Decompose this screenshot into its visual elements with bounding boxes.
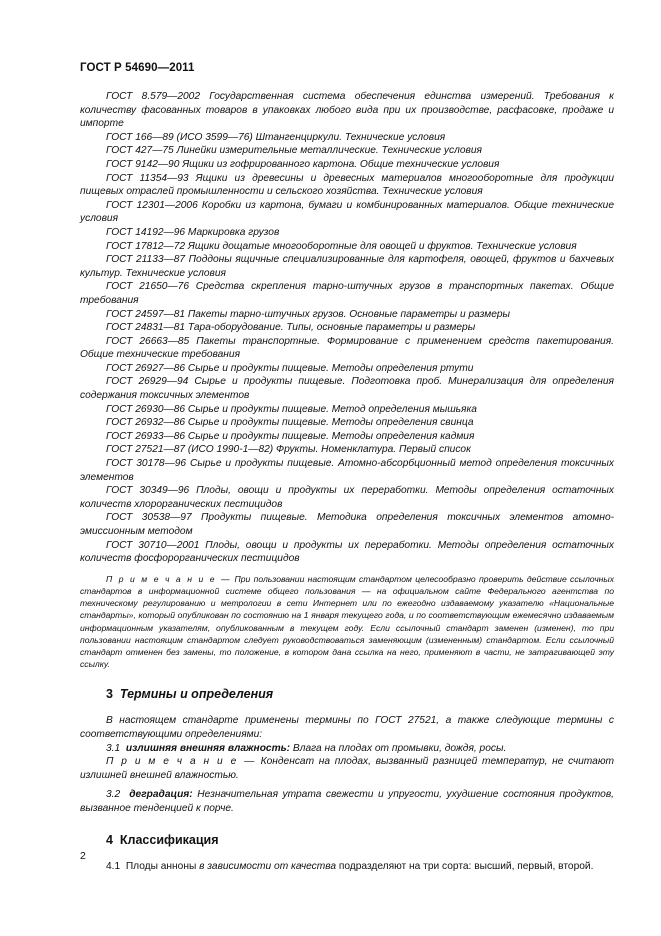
clause-text-start: Плоды анноны: [125, 860, 197, 872]
reference-item: ГОСТ 21650—76 Средства скрепления тарно-штучных грузов в транспортных пакетах. Общие требования: [80, 281, 614, 306]
reference-item: ГОСТ 30538—97 Продукты пищевые. Методика определения токсичных элементов атомно-эмиссионным методом: [80, 512, 614, 537]
term-3-1: [80, 742, 614, 756]
reference-item: ГОСТ 14192—96 Маркировка грузов: [106, 226, 280, 238]
section-title: Термины и определения: [119, 687, 274, 702]
clause-text-emphasis: в зависимости от качества: [199, 860, 336, 872]
page-number: 2: [80, 850, 86, 862]
section-4-heading: [106, 833, 614, 847]
reference-item: ГОСТ 26927—86 Сырье и продукты пищевые. Методы определения ртути: [106, 362, 474, 374]
term-3-2: [80, 788, 614, 815]
reference-item: ГОСТ 26930—86 Сырье и продукты пищевые. Метод определения мышьяка: [106, 403, 477, 415]
term-note: [80, 755, 614, 782]
reference-item: ГОСТ 30178—96 Сырье и продукты пищевые. Атомно-абсорбционный метод определения токсичных элементов: [80, 458, 614, 483]
clause-number: 4.1: [106, 860, 121, 872]
reference-item: ГОСТ 12301—2006 Коробки из картона, бумаги и комбинированных материалов. Общие технические условия: [80, 199, 614, 225]
reference-item: ГОСТ 26929—94 Сырье и продукты пищевые. Подготовка проб. Минерализация для определения содержания токсичных элементов: [80, 376, 614, 402]
reference-item: ГОСТ 30349—96 Плоды, овощи и продукты их переработки. Методы определения остаточных количеств хлорорганических пестицидов: [80, 485, 614, 510]
reference-item: ГОСТ 26932—86 Сырье и продукты пищевые. Методы определения свинца: [106, 417, 474, 429]
note-label: П р и м е ч а н и е —: [106, 756, 256, 768]
term-name: излишняя внешняя влажность:: [125, 742, 291, 754]
term-definition: Незначительная утрата свежести и упругости, ухудшение состояния продуктов, вызванное тенденцией к порче.: [80, 789, 614, 814]
reference-item: ГОСТ 26663—85 Пакеты транспортные. Формирование с применением средств пакетирования. Общие технические требования: [80, 335, 614, 361]
normative-references-list: [80, 90, 614, 566]
section-3-body: [80, 714, 614, 815]
reference-item: ГОСТ 9142—90 Ящики из гофрированного картона. Общие технические условия: [106, 158, 500, 170]
reference-item: ГОСТ 26933—86 Сырье и продукты пищевые. Методы определения кадмия: [106, 430, 475, 442]
section-4-body: [80, 860, 614, 874]
reference-item: ГОСТ 427—75 Линейки измерительные металлические. Технические условия: [106, 145, 482, 157]
term-number: 3.2: [106, 789, 121, 801]
reference-item: ГОСТ 8.579—2002 Государственная система обеспечения единства измерений. Требования к количеству фасованных товаров в упаковках любого вида при их производстве, расфасовке, продаже и импорте: [80, 91, 614, 130]
clause-4-1: [80, 860, 614, 874]
section-3-intro: В настоящем стандарте применены термины по ГОСТ 27521, а также следующие термины с соответствующими определениями:: [80, 715, 614, 740]
note-text: Конденсат на плодах, вызванный разницей температур, не считают излишней внешней влажностью.: [80, 756, 614, 781]
reference-item: ГОСТ 24831—81 Тара-оборудование. Типы, основные параметры и размеры: [106, 322, 476, 334]
term-name: деградация:: [129, 789, 193, 801]
term-definition: Влага на плодах от промывки, дождя, росы.: [292, 742, 507, 754]
reference-item: ГОСТ 24597—81 Пакеты тарно-штучных грузов. Основные параметры и размеры: [106, 308, 511, 320]
reference-item: ГОСТ 21133—87 Поддоны ящичные специализированные для картофеля, овощей, фруктов и бахчевых культур. Технические условия: [80, 254, 614, 279]
term-number: 3.1: [106, 742, 121, 754]
section-number: 3: [106, 687, 113, 702]
reference-item: ГОСТ 30710—2001 Плоды, овощи и продукты их переработки. Методы определения остаточных количеств фосфорорганических пестицидов: [80, 539, 614, 565]
reference-item: ГОСТ 166—89 (ИСО 3599—76) Штангенциркули. Технические условия: [106, 131, 446, 143]
section-number: 4: [106, 832, 113, 847]
section-title: Классификация: [119, 832, 219, 847]
reference-item: ГОСТ 27521—87 (ИСО 1990-1—82) Фрукты. Номенклатура. Первый список: [106, 444, 471, 456]
clause-text-end: подразделяют на три сорта: высший, первый, второй.: [338, 860, 594, 872]
references-note: [80, 573, 614, 671]
note-label: П р и м е ч а н и е —: [106, 573, 232, 584]
section-3-heading: [106, 687, 614, 701]
note-text: При пользовании настоящим стандартом целесообразно проверить действие ссылочных стандартов в информационной системе общего пользования — на официальном сайте Федерального агентства по техническому регулированию и метрологии в сети Интернет или по ежегодно издаваемому указателю «Национальные стандарты», который опубликован по состоянию на 1 января текущего года, и по соответствующим ежемесячно издаваемым информационным указателям, опубликованным в текущем году. Если ссылочный стандарт заменен (изменен), то при пользовании настоящим стандартом следует руководствоваться заменяющим (измененным) стандартом. Если ссылочный стандарт отменен без замены, то положение, в котором дана ссылка на него, применяют в части, не затрагивающей эту ссылку.: [80, 573, 614, 670]
reference-item: ГОСТ 11354—93 Ящики из древесины и древесных материалов многооборотные для продукции пищевых отраслей промышленности и сельского хозяйства. Технические условия: [80, 172, 614, 198]
reference-item: ГОСТ 17812—72 Ящики дощатые многооборотные для овощей и фруктов. Технические условия: [106, 240, 577, 252]
document-code-header: ГОСТ Р 54690—2011: [80, 62, 195, 74]
